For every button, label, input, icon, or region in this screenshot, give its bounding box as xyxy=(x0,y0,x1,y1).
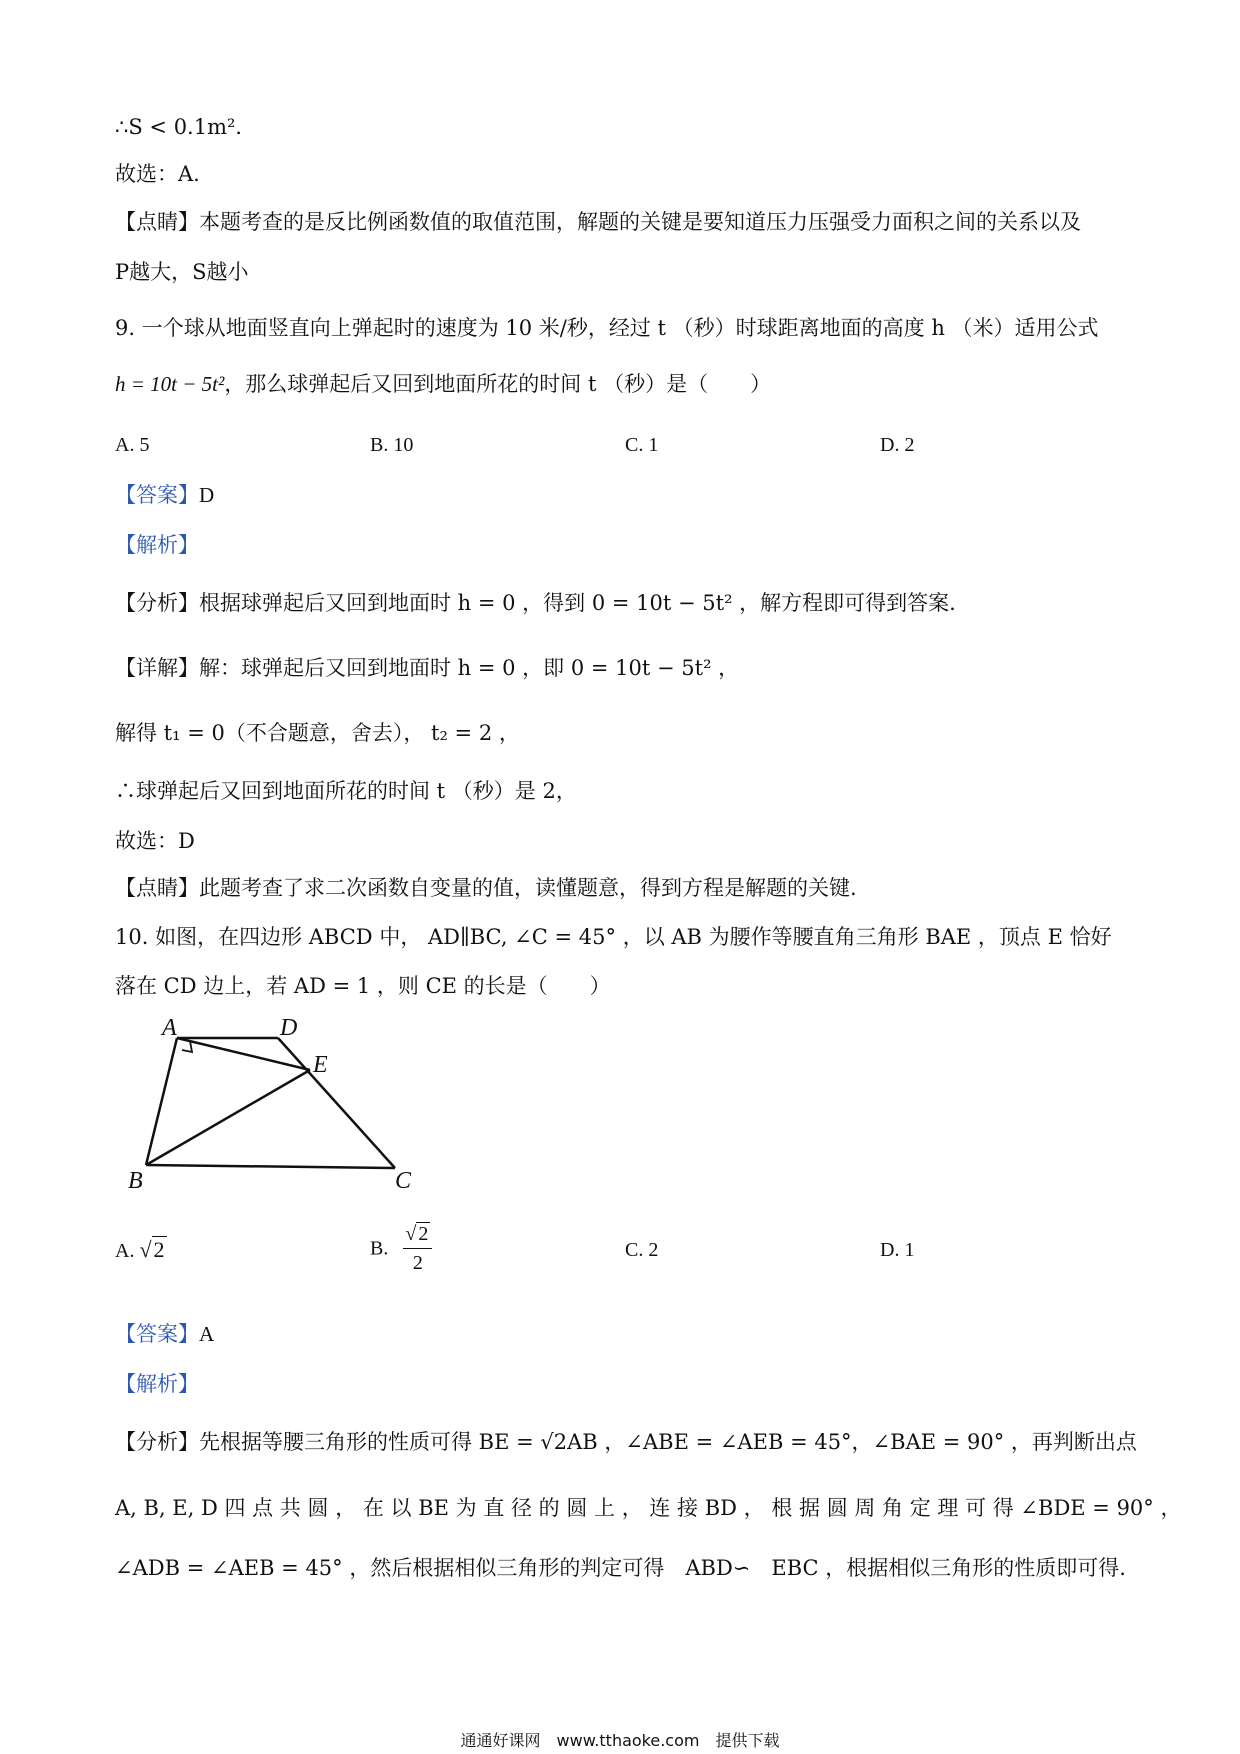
q9-solve: 解得 t₁ = 0（不合题意，舍去）， t₂ = 2 ， xyxy=(115,721,520,745)
q9-stem-line-2 xyxy=(115,369,771,399)
q10-fenxi-line-1: 【分析】先根据等腰三角形的性质可得 BE = √2AB ，∠ABE = ∠AEB = 45°，∠BAE = 90° ，再判断出点 xyxy=(115,1430,1137,1454)
quadrilateral-figure xyxy=(120,1010,440,1195)
q9-answer xyxy=(115,480,214,510)
q9-comment: 【点睛】此题考查了求二次函数自变量的值，读懂题意，得到方程是解题的关键. xyxy=(115,876,857,900)
answer-value: D xyxy=(199,483,215,507)
q10-stem-line-2: 落在 CD 边上，若 AD = 1 ，则 CE 的长是（ ） xyxy=(115,974,611,998)
q10-option-b xyxy=(370,1220,432,1277)
q9-option-b: B. 10 xyxy=(370,434,414,456)
q10-fenxi-line-2: A, B, E, D 四 点 共 圆 ， 在 以 BE 为 直 径 的 圆 上 ， 连 接 BD ， 根 据 圆 周 角 定 理 可 得 ∠BDE = 90° ， xyxy=(115,1496,1182,1520)
segment-ae xyxy=(177,1038,310,1070)
q10-answer xyxy=(115,1319,214,1349)
segment-ab xyxy=(146,1038,177,1165)
q10-option-b-denominator: 2 xyxy=(412,1252,423,1274)
q9-stem-line-1: 9. 一个球从地面竖直向上弹起时的速度为 10 米/秒，经过 t （秒）时球距离地面的高度 h （米）适用公式 xyxy=(115,316,1099,340)
label-b: B xyxy=(128,1168,143,1194)
segment-be xyxy=(146,1070,310,1165)
answer-value: A xyxy=(199,1322,215,1346)
q10-option-b-radicand: 2 xyxy=(418,1223,429,1245)
page-footer: 通通好课网 www.tthaoke.com 提供下载 xyxy=(460,1731,780,1750)
q9-fenxi: 【分析】根据球弹起后又回到地面时 h = 0 ，得到 0 = 10t − 5t² ，解方程即可得到答案. xyxy=(115,591,956,615)
segment-dc xyxy=(278,1038,395,1168)
q10-option-b-fraction xyxy=(403,1220,432,1277)
q9-therefore: ∴球弹起后又回到地面所花的时间 t （秒）是 2， xyxy=(115,779,577,803)
label-e: E xyxy=(313,1052,328,1078)
q10-option-b-sqrt: √ 2 xyxy=(405,1223,429,1245)
q10-stem-line-1: 10. 如图，在四边形 ABCD 中， AD∥BC, ∠C = 45° ，以 AB 为腰作等腰直角三角形 BAE ，顶点 E 恰好 xyxy=(115,925,1112,949)
answer-label: 【答案】 xyxy=(115,483,199,507)
q9-choose: 故选：D xyxy=(115,829,195,853)
segment-bc xyxy=(146,1165,395,1168)
q9-stem-rest: ，那么球弹起后又回到地面所花的时间 t （秒）是（ ） xyxy=(224,372,772,396)
comment-line-2: P越大，S越小 xyxy=(115,260,249,284)
label-a: A xyxy=(162,1015,177,1041)
q10-option-b-label: B. xyxy=(370,1237,389,1260)
q9-option-c: C. 1 xyxy=(625,434,659,456)
label-d: D xyxy=(280,1015,298,1041)
q10-fenxi-line-3: ∠ADB = ∠AEB = 45° ，然后根据相似三角形的判定可得 ABD∽ EBC ，根据相似三角形的性质即可得. xyxy=(115,1556,1126,1580)
choice-line: 故选：A. xyxy=(115,162,200,186)
q10-option-a-radicand: 2 xyxy=(153,1237,165,1262)
q9-option-d: D. 2 xyxy=(880,434,915,456)
q10-option-a xyxy=(115,1236,167,1265)
label-c: C xyxy=(395,1168,412,1194)
q9-formula: h = 10t − 5t² xyxy=(115,372,225,396)
conclusion-line: ∴S < 0.1m²． xyxy=(115,115,257,139)
q10-option-a-label: A. xyxy=(115,1240,135,1262)
q9-analysis-label: 【解析】 xyxy=(115,533,199,557)
right-angle-mark xyxy=(182,1041,192,1052)
q9-option-a: A. 5 xyxy=(115,434,150,456)
q10-analysis-label: 【解析】 xyxy=(115,1372,199,1396)
q10-option-a-sqrt: √2 xyxy=(139,1237,165,1262)
q9-xiangjie: 【详解】解：球弹起后又回到地面时 h = 0 ，即 0 = 10t − 5t² ， xyxy=(115,656,740,680)
q10-option-c: C. 2 xyxy=(625,1239,659,1261)
comment-line-1: 【点睛】本题考查的是反比例函数值的取值范围，解题的关键是要知道压力压强受力面积之间的关系以及 xyxy=(115,210,1081,234)
answer-label: 【答案】 xyxy=(115,1322,199,1346)
q10-option-d: D. 1 xyxy=(880,1239,915,1261)
